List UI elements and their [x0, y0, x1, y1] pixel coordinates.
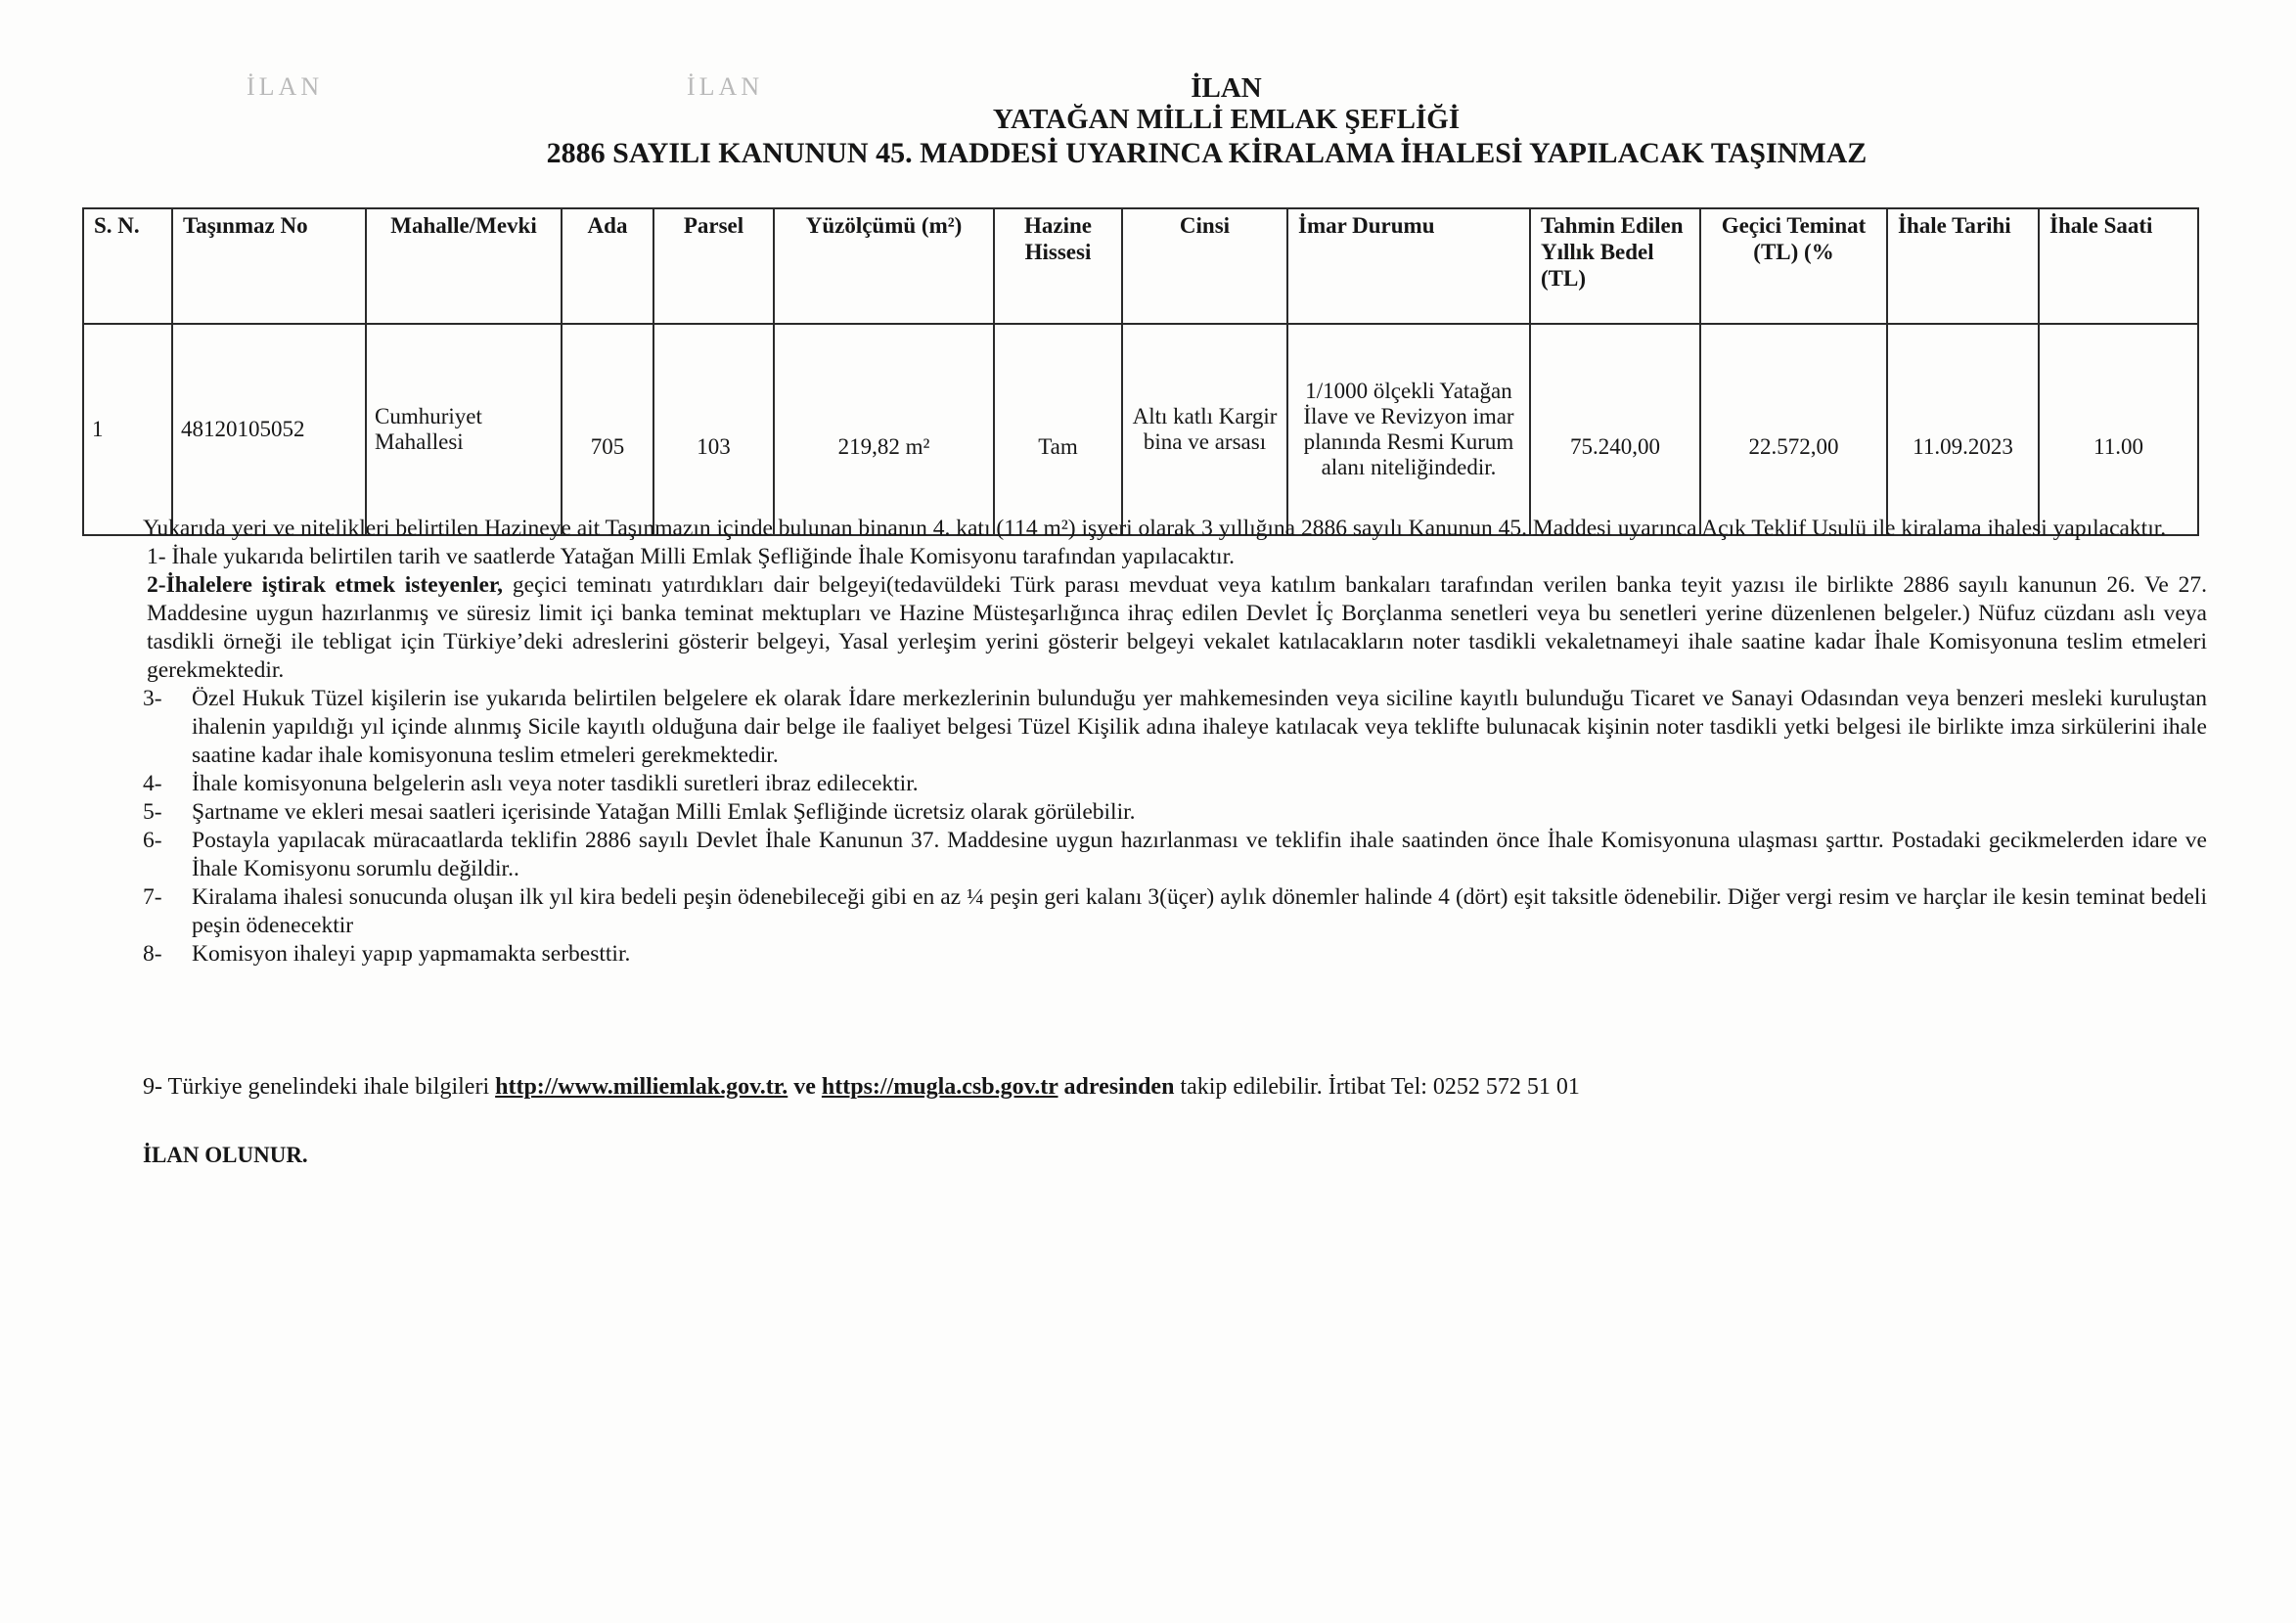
list-item — [143, 798, 2207, 827]
list-item-text: Komisyon ihaleyi yapıp yapmamakta serbesttir. — [192, 941, 631, 967]
list-item — [143, 940, 2207, 969]
col-header-parsel: Parsel — [653, 208, 774, 324]
closing-statement: İLAN OLUNUR. — [143, 1143, 308, 1167]
cell-ihale-tarihi: 11.09.2023 — [1887, 324, 2039, 535]
faint-watermark-1: İLAN — [247, 72, 324, 101]
list-item — [143, 827, 2207, 883]
list-item-number: 3- — [143, 686, 162, 711]
cell-yuzolcumu: 219,82 m² — [774, 324, 994, 535]
cell-cinsi: Altı katlı Kargir bina ve arsası — [1122, 324, 1287, 535]
list-item-text: Kiralama ihalesi sonucunda oluşan ilk yıl kira bedeli peşin ödenebileceği gibi en az ¼ peşin geri kalanı 3(üçer) aylık dönemler halinde 4 (dört) eşit taksitle ödenebilir. Diğer vergi resim ve harçlar ile kesin teminat bedeli peşin ödenecektir — [192, 884, 2207, 938]
cell-imar: 1/1000 ölçekli Yatağan İlave ve Revizyon imar planında Resmi Kurum alanı niteliğindedir. — [1287, 324, 1530, 535]
col-header-tasinmaz-no: Taşınmaz No — [172, 208, 366, 324]
faint-watermark-2: İLAN — [687, 72, 764, 101]
cell-tasinmaz-no: 48120105052 — [172, 324, 366, 535]
list-item — [143, 883, 2207, 940]
table-header-row — [83, 208, 2198, 324]
cell-teminat: 22.572,00 — [1700, 324, 1887, 535]
col-header-sn: S. N. — [83, 208, 172, 324]
cell-parsel: 103 — [653, 324, 774, 535]
list-item-text: Şartname ve ekleri mesai saatleri içerisinde Yatağan Milli Emlak Şefliğinde ücretsiz olarak görülebilir. — [192, 799, 1136, 825]
condition-2-text: geçici teminatı yatırdıkları dair belgeyi(tedavüldeki Türk parası mevduat veya katılım bankaları tarafından verilen banka teyit yazısı ile birlikte 2886 sayılı kanunun 26. Ve 27. Maddesine uygun hazırlanmış ve süresiz limit içi banka teminat mektupları ve Hazine Müsteşarlığınca ihraç edilen Devlet İç Borçlanma senetleri veya bu senetleri yerine düzenlenen belgeler.) Nüfuz cüzdanı aslı veya tasdikli örneği ile tebligat için Türkiye’deki adreslerini gösterir belgeyi, Yasal yerleşim yerini gösterir belgeyi vekalet katılacakların noter tasdikli vekaletnameyi ihale saatine kadar İhale Komisyonuna teslim etmeleri gerekmektedir. — [147, 572, 2207, 683]
condition-2 — [147, 571, 2207, 685]
condition-9 — [143, 1074, 1580, 1101]
col-header-ada: Ada — [562, 208, 653, 324]
col-header-mahalle: Mahalle/Mevki — [366, 208, 562, 324]
cell-hazine: Tam — [994, 324, 1122, 535]
office-name: YATAĞAN MİLLİ EMLAK ŞEFLİĞİ — [992, 104, 1461, 135]
cell-ihale-saati: 11.00 — [2039, 324, 2198, 535]
list-item-number: 7- — [143, 884, 162, 910]
property-table — [82, 207, 2199, 536]
condition-2-lead: 2-İhalelere iştirak etmek isteyenler, — [147, 572, 504, 598]
mugla-csb-link[interactable]: https://mugla.csb.gov.tr — [821, 1074, 1058, 1100]
condition-9-prefix: 9- Türkiye genelindeki ihale bilgileri — [143, 1074, 496, 1100]
conditions-list — [143, 685, 2207, 969]
adresinden-label: adresinden — [1058, 1074, 1175, 1100]
col-header-cinsi: Cinsi — [1122, 208, 1287, 324]
link-conjunction: ve — [788, 1074, 822, 1100]
list-item-number: 4- — [143, 771, 162, 796]
col-header-bedel: Tahmin Edilen Yıllık Bedel (TL) — [1530, 208, 1700, 324]
table-row — [83, 324, 2198, 535]
list-item-number: 5- — [143, 799, 162, 825]
milliemlak-link[interactable]: http://www.milliemlak.gov.tr. — [495, 1074, 788, 1100]
col-header-teminat: Geçici Teminat (TL) (% — [1700, 208, 1887, 324]
cell-ada: 705 — [562, 324, 653, 535]
col-header-ihale-tarihi: İhale Tarihi — [1887, 208, 2039, 324]
notice-subtitle: 2886 SAYILI KANUNUN 45. MADDESİ UYARINCA KİRALAMA İHALESİ YAPILACAK TAŞINMAZ — [546, 137, 1868, 169]
list-item — [143, 685, 2207, 770]
intro-paragraph: Yukarıda yeri ve nitelikleri belirtilen Hazineye ait Taşınmazın içinde bulunan binanın 4. katı (114 m²) işyeri olarak 3 yıllığına 2886 sayılı Kanunun 45. Maddesi uyarınca Açık Teklif Usulü ile kiralama ihalesi yapılacaktır. — [143, 516, 2167, 541]
notice-body — [143, 515, 2207, 969]
list-item-number: 6- — [143, 828, 162, 853]
condition-9-suffix: takip edilebilir. İrtibat Tel: 0252 572 51 01 — [1174, 1074, 1580, 1100]
col-header-yuzolcumu: Yüzölçümü (m²) — [774, 208, 994, 324]
cell-sn: 1 — [83, 324, 172, 535]
col-header-imar: İmar Durumu — [1287, 208, 1530, 324]
cell-mahalle: Cumhuriyet Mahallesi — [366, 324, 562, 535]
col-header-hazine: Hazine Hissesi — [994, 208, 1122, 324]
notice-title: İLAN — [1191, 72, 1262, 104]
condition-1: 1- İhale yukarıda belirtilen tarih ve saatlerde Yatağan Milli Emlak Şefliğinde İhale Komisyonu tarafından yapılacaktır. — [147, 544, 1235, 569]
list-item-text: Özel Hukuk Tüzel kişilerin ise yukarıda belirtilen belgelere ek olarak İdare merkezlerinin bulunduğu yer mahkemesinden veya siciline kayıtlı bulunduğu Ticaret ve Sanayi Odasından veya benzeri mesleki kuruluştan ihalenin yapıldığı yıl içinde alınmış Sicile kayıtlı olduğuna dair belge ile faaliyet belgesi Tüzel Kişilik adına ihaleye katılacak veya teklifte bulunacak kişinin noter tasdikli yetki belgesi ile birlikte imza sirkülerini ihale saatine kadar ihale komisyonuna teslim etmeleri gerekmektedir. — [192, 686, 2207, 768]
list-item-text: İhale komisyonuna belgelerin aslı veya noter tasdikli suretleri ibraz edilecektir. — [192, 771, 919, 796]
list-item-text: Postayla yapılacak müracaatlarda teklifin 2886 sayılı Devlet İhale Kanunun 37. Maddesine uygun hazırlanması ve teklifin ihale saatinden önce İhale Komisyonuna ulaşması şarttır. Postadaki gecikmelerden idare ve İhale Komisyonu sorumlu değildir.. — [192, 828, 2207, 881]
list-item-number: 8- — [143, 941, 162, 967]
col-header-ihale-saati: İhale Saati — [2039, 208, 2198, 324]
cell-bedel: 75.240,00 — [1530, 324, 1700, 535]
list-item — [143, 770, 2207, 798]
